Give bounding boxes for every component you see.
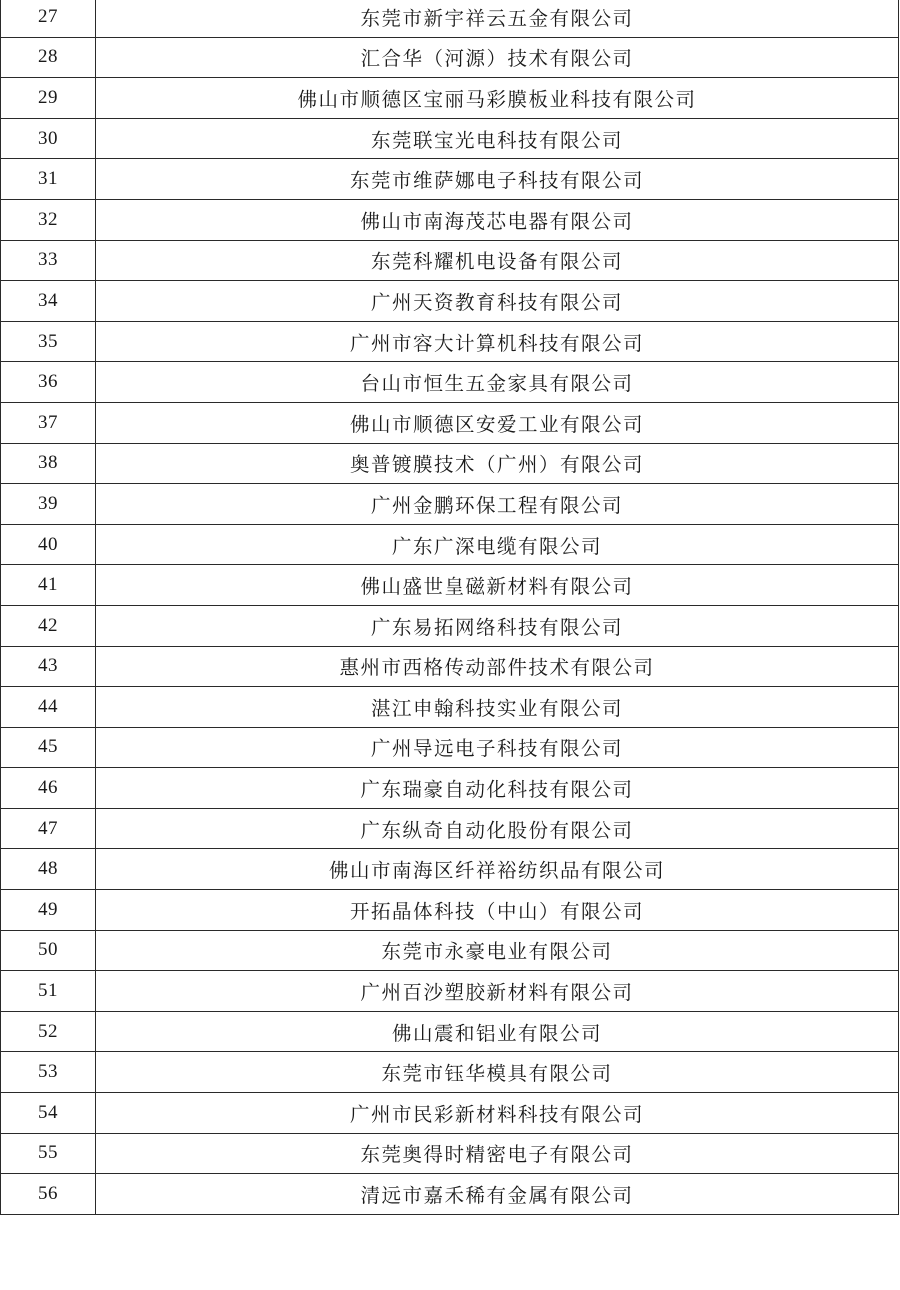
row-number-cell: 43 [1, 646, 96, 687]
company-name-cell: 广东瑞豪自动化科技有限公司 [96, 768, 899, 809]
company-name-cell: 湛江申翰科技实业有限公司 [96, 687, 899, 728]
table-row [1, 402, 899, 443]
row-number-cell: 51 [1, 971, 96, 1012]
company-name-cell: 东莞市新宇祥云五金有限公司 [96, 0, 899, 37]
company-name-cell: 佛山震和铝业有限公司 [96, 1011, 899, 1052]
table-row [1, 646, 899, 687]
row-number-cell: 52 [1, 1011, 96, 1052]
company-name-cell: 佛山市顺德区宝丽马彩膜板业科技有限公司 [96, 78, 899, 119]
table-body [1, 0, 899, 1214]
company-name-cell: 佛山盛世皇磁新材料有限公司 [96, 565, 899, 606]
row-number-cell: 27 [1, 0, 96, 37]
company-name-cell: 台山市恒生五金家具有限公司 [96, 362, 899, 403]
table-row [1, 321, 899, 362]
table-row [1, 1011, 899, 1052]
company-name-cell: 东莞市维萨娜电子科技有限公司 [96, 159, 899, 200]
row-number-cell: 50 [1, 930, 96, 971]
company-name-cell: 清远市嘉禾稀有金属有限公司 [96, 1174, 899, 1215]
company-name-cell: 广州百沙塑胶新材料有限公司 [96, 971, 899, 1012]
row-number-cell: 39 [1, 484, 96, 525]
row-number-cell: 47 [1, 808, 96, 849]
row-number-cell: 53 [1, 1052, 96, 1093]
row-number-cell: 28 [1, 37, 96, 78]
company-name-cell: 广州市民彩新材料科技有限公司 [96, 1093, 899, 1134]
table-row [1, 78, 899, 119]
company-name-cell: 广东易拓网络科技有限公司 [96, 605, 899, 646]
row-number-cell: 38 [1, 443, 96, 484]
table-row [1, 0, 899, 37]
row-number-cell: 32 [1, 199, 96, 240]
row-number-cell: 34 [1, 281, 96, 322]
table-row [1, 930, 899, 971]
company-name-cell: 佛山市顺德区安爱工业有限公司 [96, 402, 899, 443]
row-number-cell: 37 [1, 402, 96, 443]
table-row [1, 1174, 899, 1215]
table-row [1, 37, 899, 78]
company-name-cell: 佛山市南海区纤祥裕纺织品有限公司 [96, 849, 899, 890]
company-name-cell: 东莞科耀机电设备有限公司 [96, 240, 899, 281]
row-number-cell: 29 [1, 78, 96, 119]
row-number-cell: 46 [1, 768, 96, 809]
row-number-cell: 42 [1, 605, 96, 646]
table-row [1, 1052, 899, 1093]
table-row [1, 240, 899, 281]
company-name-cell: 广东广深电缆有限公司 [96, 524, 899, 565]
table-row [1, 443, 899, 484]
table-row [1, 159, 899, 200]
company-name-cell: 汇合华（河源）技术有限公司 [96, 37, 899, 78]
table-row [1, 118, 899, 159]
row-number-cell: 56 [1, 1174, 96, 1215]
row-number-cell: 54 [1, 1093, 96, 1134]
company-name-cell: 东莞市钰华模具有限公司 [96, 1052, 899, 1093]
table-row [1, 808, 899, 849]
table-row [1, 362, 899, 403]
row-number-cell: 55 [1, 1133, 96, 1174]
company-name-cell: 广东纵奇自动化股份有限公司 [96, 808, 899, 849]
row-number-cell: 30 [1, 118, 96, 159]
row-number-cell: 45 [1, 727, 96, 768]
table-row [1, 484, 899, 525]
table-row [1, 281, 899, 322]
row-number-cell: 49 [1, 890, 96, 931]
table-row [1, 768, 899, 809]
row-number-cell: 40 [1, 524, 96, 565]
table-row [1, 727, 899, 768]
table-row [1, 849, 899, 890]
table-row [1, 524, 899, 565]
company-name-cell: 惠州市西格传动部件技术有限公司 [96, 646, 899, 687]
company-name-cell: 东莞联宝光电科技有限公司 [96, 118, 899, 159]
table-row [1, 565, 899, 606]
row-number-cell: 41 [1, 565, 96, 606]
company-name-cell: 广州导远电子科技有限公司 [96, 727, 899, 768]
table-row [1, 1093, 899, 1134]
table-row [1, 605, 899, 646]
row-number-cell: 36 [1, 362, 96, 403]
company-name-cell: 东莞奥得时精密电子有限公司 [96, 1133, 899, 1174]
table-row [1, 971, 899, 1012]
table-row [1, 199, 899, 240]
company-name-cell: 佛山市南海茂芯电器有限公司 [96, 199, 899, 240]
row-number-cell: 31 [1, 159, 96, 200]
company-name-cell: 广州市容大计算机科技有限公司 [96, 321, 899, 362]
row-number-cell: 44 [1, 687, 96, 728]
row-number-cell: 33 [1, 240, 96, 281]
company-name-cell: 广州天资教育科技有限公司 [96, 281, 899, 322]
company-name-cell: 广州金鹏环保工程有限公司 [96, 484, 899, 525]
company-name-cell: 东莞市永豪电业有限公司 [96, 930, 899, 971]
table-row [1, 890, 899, 931]
table-row [1, 687, 899, 728]
company-name-cell: 开拓晶体科技（中山）有限公司 [96, 890, 899, 931]
company-name-cell: 奥普镀膜技术（广州）有限公司 [96, 443, 899, 484]
row-number-cell: 48 [1, 849, 96, 890]
row-number-cell: 35 [1, 321, 96, 362]
table-row [1, 1133, 899, 1174]
